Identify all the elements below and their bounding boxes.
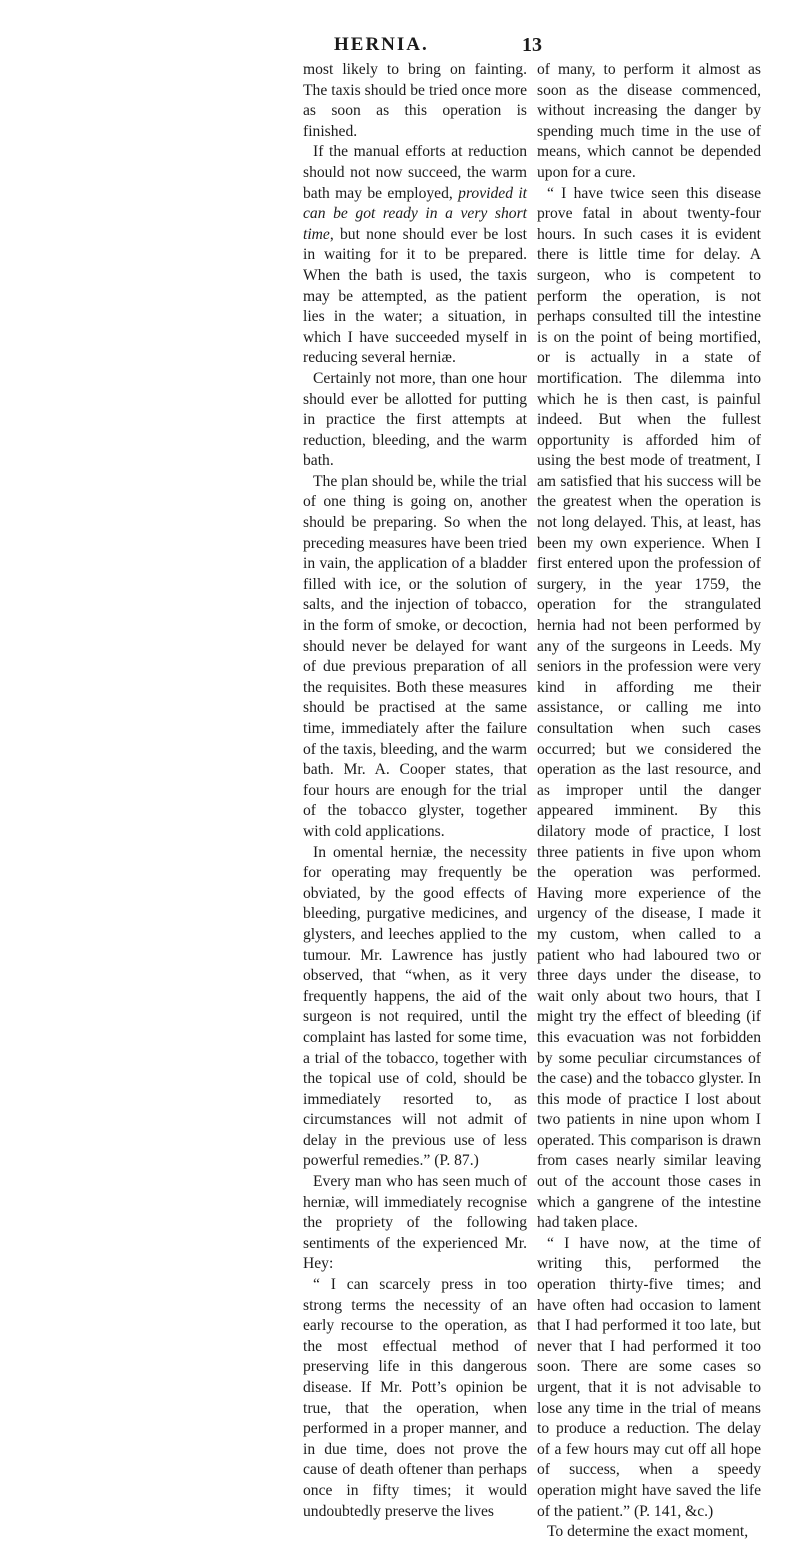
- page-number: 13: [522, 34, 542, 56]
- paragraph: of many, to perform it almost as soon as the disease commenced, without increasing the danger by spending much time in the use of means, which cannot be depended upon for a cure.: [537, 61, 761, 181]
- paragraph: If the manual efforts at reduction should not now succeed, the warm bath may be employed, provided it can be got ready in a very short time, but none should ever be lost in waiting for it to be prepared. When the bath is used, the taxis may be attempted, as the patient lies in the water; a situation, in which I have succeeded myself in reducing several herniæ.: [303, 143, 527, 367]
- paragraph: “ I can scarcely press in too strong terms the necessity of an early recourse to the operation, as the most effectual method of preserving life in this dangerous disease. If Mr. Pott’s opinion be true, that the operation, when performed in a proper manner, and in due time, does not prove the cause of death oftener than perhaps once in fifty times; it would undoubtedly preserve the lives: [303, 1276, 527, 1520]
- paragraph: “ I have twice seen this disease prove fatal in about twenty-four hours. In such cases it is evident there is little time for delay. A surgeon, who is competent to perform the operation, is not perhaps consulted till the intestine is on the point of being mortified, or is actually in a state of mortification. The dilemma into which he is then cast, is painful indeed. But when the fullest opportunity is afforded him of using the best mode of treatment, I am satisfied that his success will be the greatest when the operation is not long delayed. This, at least, has been my own experience. When I first entered upon the profession of surgery, in the year 1759, the operation for the strangulated hernia had not been performed by any of the surgeons in Leeds. My seniors in the profession were very kind in affording me their assistance, or calling me into consultation when such cases occurred; but we considered the operation as the last resource, and as improper until the danger appeared imminent. By this dilatory mode of practice, I lost three patients in five upon whom the operation was performed. Having more experience of the urgency of the disease, I made it my custom, when called to a patient who had laboured two or three days under the disease, to wait only about two hours, that I might try the effect of bleeding (if this evacuation was not forbidden by some peculiar circumstances of the case) and the tobacco glyster. In this mode of practice I lost about two patients in nine upon whom I operated. This comparison is drawn from cases nearly similar leaving out of the account those cases in which a gangrene of the intestine had taken place.: [537, 184, 761, 1232]
- paragraph: Certainly not more, than one hour should ever be allotted for putting in practice the first attempts at reduction, bleeding, and the warm bath.: [303, 369, 527, 470]
- paragraph: most likely to bring on fainting. The taxis should be tried once more as soon as this operation is finished.: [303, 61, 527, 140]
- paragraph: To determine the exact moment,: [547, 1523, 749, 1541]
- paragraph: “ I have now, at the time of writing this, performed the operation thirty-five times; and have often had occasion to lament that I had performed it too late, but never that I had performed it too soon. There are some cases so urgent, that it is not advisable to lose any time in the trial of means to produce a reduction. The delay of a few hours may cut off all hope of success, when a speedy operation might have saved the life of the patient.” (P. 141, &c.): [537, 1234, 761, 1520]
- paragraph: Every man who has seen much of herniæ, will immediately recognise the propriety of the following sentiments of the experienced Mr. Hey:: [303, 1173, 527, 1273]
- running-title: HERNIA.: [334, 34, 429, 55]
- paragraph: In omental herniæ, the necessity for operating may frequently be obviated, by the good effects of bleeding, purgative medicines, and glysters, and leeches applied to the tumour. Mr. Lawrence has justly observed, that “when, as it very frequently happens, the aid of the surgeon is not required, until the complaint has lasted for some time, a trial of the tobacco, together with the topical use of cold, should be immediately resorted to, as circumstances will not admit of delay in the previous use of less powerful remedies.” (P. 87.): [303, 843, 527, 1170]
- paragraph: The plan should be, while the trial of one thing is going on, another should be preparing. So when the preceding measures have been tried in vain, the application of a bladder filled with ice, or the solution of salts, and the injection of tobacco, in the form of smoke, or decoction, should never be delayed for want of due previous preparation of all the requisites. Both these measures should be practised at the same time, immediately after the failure of the taxis, bleeding, and the warm bath. Mr. A. Cooper states, that four hours are enough for the trial of the tobacco glyster, together with cold applications.: [303, 472, 527, 840]
- running-head: [0, 34, 801, 58]
- right-text-column: [537, 60, 761, 1543]
- left-text-column: [303, 60, 527, 1522]
